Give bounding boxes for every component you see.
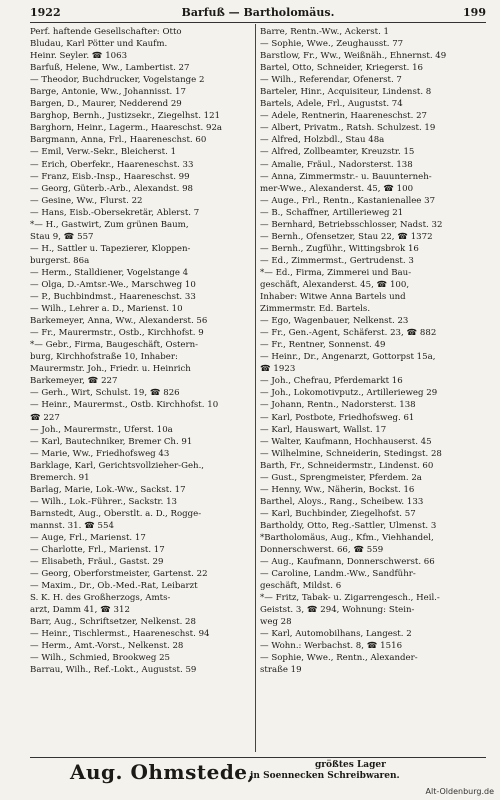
page-header (30, 6, 486, 22)
directory-line: straße 19 (260, 665, 302, 676)
directory-line: Barteler, Hinr., Acquisiteur, Lindenst. 8 (260, 87, 432, 98)
directory-line: — Gesine, Ww., Flurst. 22 (30, 195, 143, 206)
directory-line: ☎ 1923 (260, 364, 296, 375)
directory-line: — Heinr., Maurermst., Ostb. Kirchhofst. 10 (30, 400, 219, 411)
directory-line: — Fr., Maurermstr., Ostb., Kirchhofst. 9 (30, 328, 204, 339)
directory-line: — Wilh., Schmied, Brookweg 25 (30, 653, 171, 664)
directory-line: Heinr. Seyler. ☎ 1063 (30, 51, 128, 62)
directory-line: Maurermstr. Joh., Friedr. u. Heinrich (30, 364, 191, 375)
directory-line: mannst. 31. ☎ 554 (30, 520, 114, 531)
ad-tagline-2: in Soennecken Schreibwaren. (250, 771, 400, 781)
directory-line: — Georg, Oberforstmeister, Gartenst. 22 (30, 569, 208, 580)
directory-line: — Amalie, Fräul., Nadorsterst. 138 (260, 159, 413, 170)
directory-line: — Henny, Ww., Näherin, Bockst. 16 (260, 484, 415, 495)
directory-line: Bludau, Karl Pötter und Kaufm. (30, 39, 168, 50)
directory-line: Barthel, Aloys., Rang., Scheibew. 133 (260, 496, 424, 507)
directory-line: — Charlotte, Frl., Marienst. 17 (30, 545, 165, 556)
directory-line: Barth, Fr., Schneidermstr., Lindenst. 60 (260, 460, 434, 471)
directory-line: Inhaber: Witwe Anna Bartels und (260, 292, 406, 303)
directory-line: — Karl, Bautechniker, Bremer Ch. 91 (30, 436, 193, 447)
directory-line: — Emil, Verw.-Sekr., Bleicherst. 1 (30, 147, 177, 158)
directory-line: — Walter, Kaufmann, Hochhauserst. 45 (260, 436, 432, 447)
ad-tagline-1: größtes Lager (315, 760, 386, 770)
directory-line: Barre, Rentn.-Ww., Ackerst. 1 (260, 27, 390, 37)
directory-line: — Joh., Chefrau, Pferdemarkt 16 (260, 376, 403, 387)
directory-line: — Elisabeth, Fräul., Gastst. 29 (30, 557, 164, 568)
directory-line: geschäft, Alexanderst. 45, ☎ 100, (260, 279, 410, 290)
directory-line: Barlag, Marie, Lok.-Ww., Sackst. 17 (30, 484, 186, 495)
footer-advertisement (30, 757, 486, 784)
directory-line: — Albert, Privatm., Ratsh. Schulzest. 19 (260, 123, 436, 134)
directory-line: Bremerch. 91 (30, 472, 90, 483)
directory-line: — Karl, Hauswart, Wallst. 17 (260, 424, 387, 435)
directory-line: — Marie, Ww., Friedhofsweg 43 (30, 448, 170, 459)
header-rule (30, 22, 486, 23)
directory-line: — Auge, Frl., Marienst. 17 (30, 532, 146, 543)
directory-line: burg, Kirchhofstraße 10, Inhaber: (30, 352, 178, 363)
directory-line: — Franz, Eisb.-Insp., Haareschst. 99 (30, 171, 190, 182)
directory-line: — Gust., Sprengmeister, Pferdem. 2a (260, 472, 422, 483)
directory-line: — Wohn.: Werbachst. 8, ☎ 1516 (260, 641, 403, 652)
directory-line: — Theodor, Buchdrucker, Vogelstange 2 (30, 75, 205, 86)
directory-line: — Karl, Postbote, Friedhofsweg. 61 (260, 412, 415, 423)
directory-line: *— Ed., Firma, Zimmerei und Bau- (260, 267, 412, 278)
directory-line: geschäft, Mildst. 6 (260, 581, 342, 592)
directory-line: — Gerh., Wirt, Schulst. 19, ☎ 826 (30, 388, 180, 399)
directory-line: *— H., Gastwirt, Zum grünen Baum, (30, 219, 189, 230)
directory-line: Perf. haftende Gesellschafter: Otto (30, 27, 182, 37)
directory-line: Barrau, Wilh., Ref.-Lokt., Augustst. 59 (30, 665, 197, 676)
directory-line: — Joh., Maurermstr., Uferst. 10a (30, 424, 173, 435)
directory-line: — Ego, Wagenbauer, Nelkenst. 23 (260, 316, 409, 327)
directory-line: — Herm., Amt.-Vorst., Nelkenst. 28 (30, 641, 184, 652)
directory-line: — Sophie, Wwe., Rentn., Alexander- (260, 653, 418, 664)
directory-line: — Adele, Rentnerin, Haareneschst. 27 (260, 111, 428, 122)
directory-line: — Wilh., Lok.-Führer., Sackstr. 13 (30, 496, 177, 507)
directory-line: — Hans, Eisb.-Obersekretär, Ablerst. 7 (30, 207, 200, 218)
directory-line: — Fr., Gen.-Agent, Schäferst. 23, ☎ 882 (260, 328, 437, 339)
directory-line: — Bernh., Zugführ., Wittingsbrok 16 (260, 243, 419, 254)
directory-line: Zimmermstr. Ed. Bartels. (260, 304, 371, 315)
directory-line: — Wilh., Referendar, Ofenerst. 7 (260, 75, 402, 86)
directory-line: Barfuß, Helene, Ww., Lambertist. 27 (30, 63, 190, 74)
directory-line: Bartholdy, Otto, Reg.-Sattler, Ulmenst. 3 (260, 520, 437, 531)
directory-line: *— Fritz, Tabak- u. Zigarrengesch., Heil.- (260, 593, 440, 604)
directory-line: — Anna, Zimmermstr.- u. Bauunterneh- (260, 171, 432, 182)
directory-line: — Joh., Lokomotivputz., Artillerieweg 29 (260, 388, 438, 399)
directory-line: — Heinr., Dr., Angenarzt, Gottorpst 15a, (260, 352, 436, 363)
directory-line: — P., Buchbindmst., Haareneschst. 33 (30, 292, 196, 303)
directory-line: *— Gebr., Firma, Baugeschäft, Ostern- (30, 340, 199, 351)
directory-line: Bartel, Otto, Schneider, Kriegerst. 16 (260, 63, 424, 74)
left-column (30, 26, 256, 750)
directory-line: Barkemeyer, ☎ 227 (30, 376, 118, 387)
directory-line: Donnerschwerst. 66, ☎ 559 (260, 545, 384, 556)
year-label: 1922 (30, 6, 61, 19)
page-number: 199 (463, 6, 486, 19)
directory-line: Stau 9, ☎ 557 (30, 231, 94, 242)
directory-line: *Bartholomäus, Aug., Kfm., Viehhandel, (260, 532, 434, 543)
directory-line: — Caroline, Landm.-Ww., Sandführ- (260, 569, 416, 580)
directory-line: ☎ 227 (30, 412, 60, 423)
column-divider (255, 24, 256, 752)
directory-line: — Maxim., Dr., Ob.-Med.-Rat, Leibarzt (30, 581, 198, 592)
directory-line: — Johann, Rentn., Nadorsterst. 138 (260, 400, 416, 411)
directory-line: — Erich, Oberfekr., Haareneschst. 33 (30, 159, 194, 170)
directory-line: — Wilh., Lehrer a. D., Marienst. 10 (30, 304, 183, 315)
ad-company-name: Aug. Ohmstede, (70, 760, 255, 784)
directory-line: Bargmann, Anna, Frl., Haareneschst. 60 (30, 135, 207, 146)
directory-line: mer-Wwe., Alexanderst. 45, ☎ 100 (260, 183, 414, 194)
directory-line: — Bernhard, Betriebsschlosser, Nadst. 32 (260, 219, 443, 230)
directory-line: Barghop, Bernh., Justizsekr., Ziegelhst. 121 (30, 111, 221, 122)
directory-line: Barklage, Karl, Gerichtsvollzieher-Geh., (30, 460, 205, 471)
directory-line: Geistst. 3, ☎ 294, Wohnung: Stein- (260, 605, 415, 616)
directory-line: — Karl, Automobilhans, Langest. 2 (260, 629, 412, 640)
directory-line: — Alfred, Zollbeamter, Kreuzstr. 15 (260, 147, 415, 158)
page-title: Barfuß — Bartholomäus. (181, 6, 335, 19)
directory-line: Barnstedt, Aug., Oberstlt. a. D., Rogge- (30, 508, 202, 519)
directory-line: — Heinr., Tischlermst., Haareneschst. 94 (30, 629, 210, 640)
directory-line: — Georg, Güterb.-Arb., Alexandst. 98 (30, 183, 194, 194)
directory-line: — Ed., Zimmermst., Gertrudenst. 3 (260, 255, 414, 266)
directory-line: S. K. H. des Großherzogs, Amts- (30, 593, 171, 604)
directory-line: — Alfred, Holzbdl., Stau 48a (260, 135, 385, 146)
directory-line: burgerst. 86a (30, 255, 90, 266)
directory-line: — Aug., Kaufmann, Donnerschwerst. 66 (260, 557, 435, 568)
directory-line: — Karl, Buchbinder, Ziegelhofst. 57 (260, 508, 416, 519)
watermark: Alt-Oldenburg.de (425, 787, 494, 796)
directory-line: — Fr., Rentner, Sonnenst. 49 (260, 340, 386, 351)
directory-line: Barstlow, Fr., Ww., Weißnäh., Ehnernst. 49 (260, 51, 447, 62)
directory-line: — Herm., Stalldiener, Vogelstange 4 (30, 267, 189, 278)
directory-line: — Olga, D.-Amtsr.-We., Marschweg 10 (30, 279, 196, 290)
directory-line: Barkemeyer, Anna, Ww., Alexanderst. 56 (30, 316, 208, 327)
directory-line: — H., Sattler u. Tapezierer, Kloppen- (30, 243, 191, 254)
directory-line: — B., Schaffner, Artillerieweg 21 (260, 207, 404, 218)
directory-line: — Auge., Frl., Rentn., Kastanienallee 37 (260, 195, 436, 206)
right-column (260, 26, 486, 750)
directory-line: weg 28 (260, 617, 292, 628)
directory-line: Barghorn, Heinr., Lagerm., Haareschst. 92a (30, 123, 223, 134)
directory-line: — Sophie, Wwe., Zeughausst. 77 (260, 39, 404, 50)
directory-line: Bartels, Adele, Frl., Augustst. 74 (260, 99, 403, 110)
directory-line: Barr, Aug., Schriftsetzer, Nelkenst. 28 (30, 617, 196, 628)
directory-line: arzt, Damm 41, ☎ 312 (30, 605, 130, 616)
directory-line: Bargen, D., Maurer, Nedderend 29 (30, 99, 182, 110)
directory-line: — Wilhelmine, Schneiderin, Stedingst. 28 (260, 448, 442, 459)
directory-line: Barge, Antonie, Ww., Johannisst. 17 (30, 87, 186, 98)
directory-line: — Bernh., Ofensetzer, Stau 22, ☎ 1372 (260, 231, 433, 242)
